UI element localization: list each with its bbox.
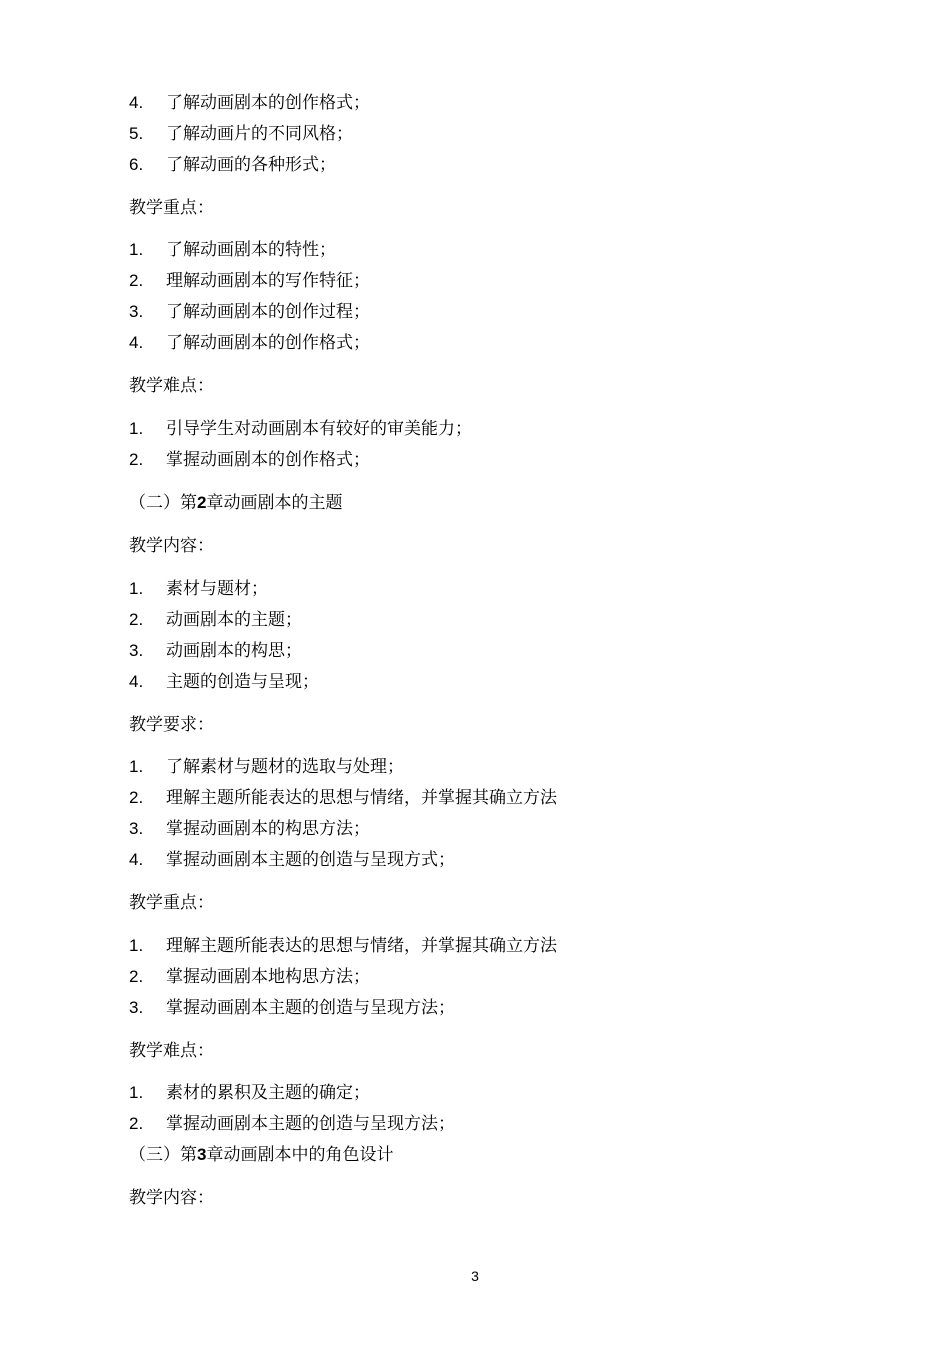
chapter-heading xyxy=(129,1145,393,1165)
list-item-number: 3. xyxy=(129,302,144,321)
list-item-number: 5. xyxy=(129,124,144,143)
list-item-number: 2. xyxy=(129,271,144,290)
list-item-text: 掌握动画剧本的构思方法； xyxy=(166,819,370,839)
list-item-number: 3. xyxy=(129,819,144,838)
list-item-text: 掌握动画剧本的创作格式； xyxy=(166,450,370,470)
list-item-text: 了解动画剧本的创作格式； xyxy=(166,333,370,353)
list-item-number: 4. xyxy=(129,672,144,691)
list-item xyxy=(129,419,472,439)
chapter-number: 3 xyxy=(197,1145,207,1164)
section-label: 教学难点： xyxy=(129,1041,214,1061)
list-item xyxy=(129,788,557,808)
section-label: 教学重点： xyxy=(129,893,214,913)
list-item-number: 1. xyxy=(129,757,144,776)
list-item-number: 6. xyxy=(129,155,144,174)
list-item-text: 理解动画剧本的写作特征； xyxy=(166,271,370,291)
list-item-number: 1. xyxy=(129,936,144,955)
list-item xyxy=(129,936,557,956)
list-item xyxy=(129,967,370,987)
list-item-number: 2. xyxy=(129,788,144,807)
list-item-number: 1. xyxy=(129,579,144,598)
list-item xyxy=(129,155,336,175)
list-item-text: 引导学生对动画剧本有较好的审美能力； xyxy=(166,419,472,439)
list-item-text: 素材与题材； xyxy=(166,579,268,599)
list-item-number: 2. xyxy=(129,450,144,469)
list-item-text: 了解动画剧本的创作过程； xyxy=(166,302,370,322)
list-item-number: 2. xyxy=(129,967,144,986)
list-item-number: 1. xyxy=(129,419,144,438)
list-item-number: 4. xyxy=(129,93,144,112)
list-item xyxy=(129,819,370,839)
list-item xyxy=(129,1114,455,1134)
list-item-number: 4. xyxy=(129,850,144,869)
list-item xyxy=(129,124,353,144)
section-label: 教学内容： xyxy=(129,1188,214,1208)
list-item xyxy=(129,672,319,692)
list-item-text: 素材的累积及主题的确定； xyxy=(166,1083,370,1103)
list-item xyxy=(129,579,268,599)
list-item xyxy=(129,1083,370,1103)
list-item xyxy=(129,641,302,661)
list-item-text: 了解动画的各种形式； xyxy=(166,155,336,175)
list-item-text: 主题的创造与呈现； xyxy=(166,672,319,692)
page-number: 3 xyxy=(471,1268,479,1284)
list-item-text: 了解动画剧本的特性； xyxy=(166,240,336,260)
chapter-heading-prefix: （二）第 xyxy=(129,493,197,513)
list-item-text: 了解动画片的不同风格； xyxy=(166,124,353,144)
list-item-text: 理解主题所能表达的思想与情绪，并掌握其确立方法 xyxy=(166,936,557,956)
list-item-text: 掌握动画剧本主题的创造与呈现方法； xyxy=(166,1114,455,1134)
list-item-number: 3. xyxy=(129,998,144,1017)
chapter-number: 2 xyxy=(197,493,207,512)
list-item-text: 动画剧本的主题； xyxy=(166,610,302,630)
chapter-heading xyxy=(129,493,342,513)
list-item-number: 2. xyxy=(129,610,144,629)
chapter-heading-title: 章动画剧本中的角色设计 xyxy=(206,1145,394,1165)
section-label: 教学要求： xyxy=(129,715,214,735)
list-item xyxy=(129,240,336,260)
list-item-number: 2. xyxy=(129,1114,144,1133)
list-item-text: 掌握动画剧本地构思方法； xyxy=(166,967,370,987)
section-label: 教学内容： xyxy=(129,536,214,556)
list-item xyxy=(129,850,455,870)
list-item-text: 掌握动画剧本主题的创造与呈现方式； xyxy=(166,850,455,870)
list-item xyxy=(129,271,370,291)
list-item-text: 了解动画剧本的创作格式； xyxy=(166,93,370,113)
list-item-text: 理解主题所能表达的思想与情绪，并掌握其确立方法 xyxy=(166,788,557,808)
chapter-heading-prefix: （三）第 xyxy=(129,1145,197,1165)
list-item-text: 掌握动画剧本主题的创造与呈现方法； xyxy=(166,998,455,1018)
list-item xyxy=(129,302,370,322)
list-item xyxy=(129,93,370,113)
list-item xyxy=(129,998,455,1018)
list-item xyxy=(129,610,302,630)
list-item xyxy=(129,757,404,777)
section-label: 教学重点： xyxy=(129,198,214,218)
section-label: 教学难点： xyxy=(129,376,214,396)
list-item xyxy=(129,333,370,353)
list-item-number: 1. xyxy=(129,240,144,259)
list-item-number: 1. xyxy=(129,1083,144,1102)
list-item-number: 3. xyxy=(129,641,144,660)
list-item-text: 了解素材与题材的选取与处理； xyxy=(166,757,404,777)
list-item-number: 4. xyxy=(129,333,144,352)
list-item xyxy=(129,450,370,470)
list-item-text: 动画剧本的构思； xyxy=(166,641,302,661)
chapter-heading-title: 章动画剧本的主题 xyxy=(206,493,343,513)
